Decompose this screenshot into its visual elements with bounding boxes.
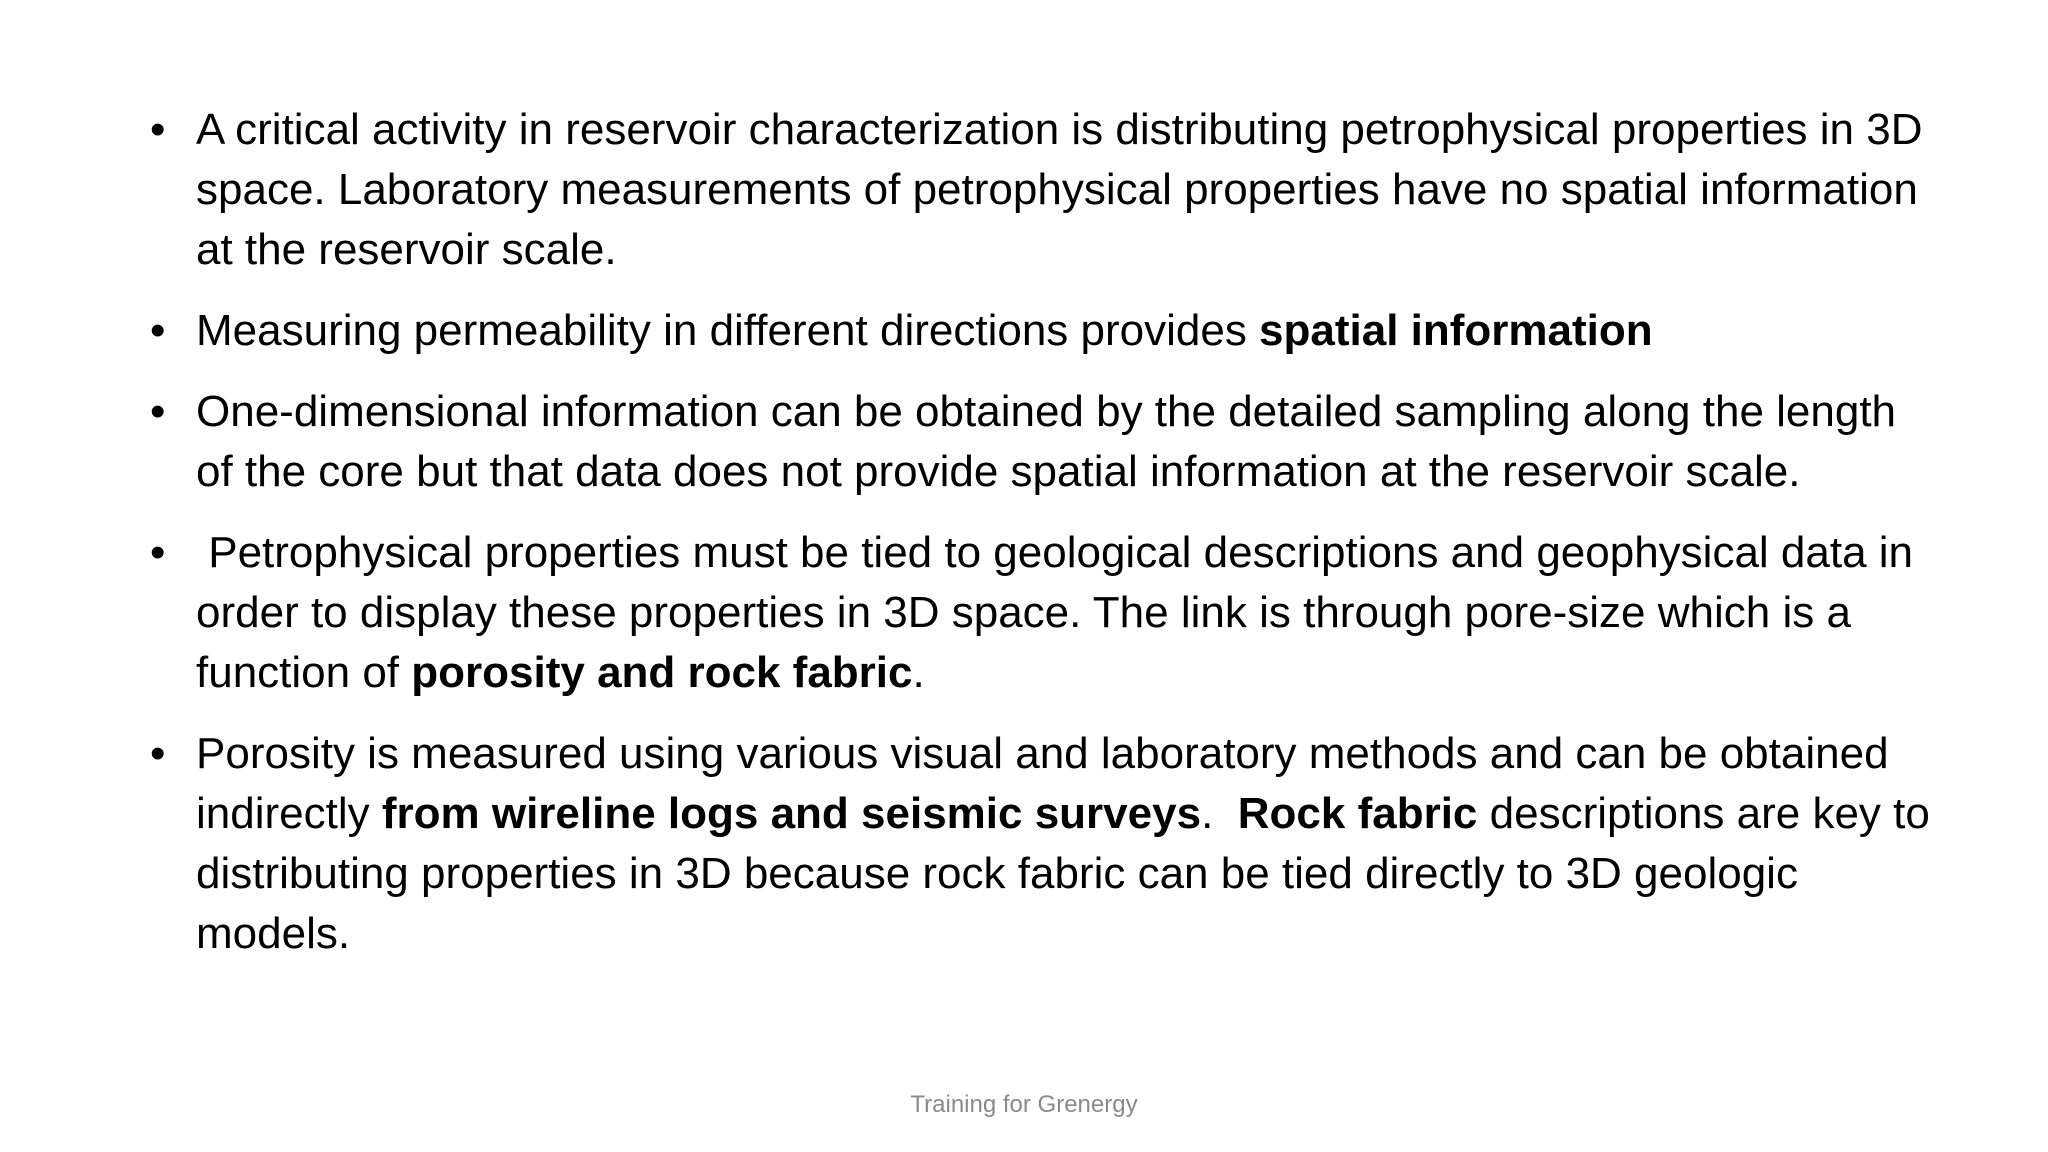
bullet-text: Petrophysical properties must be tied to geological descriptions and geophysical data in order to display these properties in 3D space. The link is through pore-size which is a function of bbox=[196, 528, 1926, 697]
bullet-dot-icon: • bbox=[150, 528, 166, 577]
bullet-text-bold: Rock fabric bbox=[1237, 789, 1478, 838]
bullet-text: . bbox=[912, 648, 925, 697]
bullet-item bbox=[150, 301, 1930, 361]
bullet-dot-icon: • bbox=[150, 729, 166, 778]
slide-footer: Training for Grenergy bbox=[910, 1091, 1138, 1118]
bullet-text: descriptions are key to distributing properties in 3D because rock fabric can be tied directly to 3D geologic models. bbox=[196, 789, 1930, 958]
bullet-dot-icon: • bbox=[150, 306, 166, 355]
bullet-text-bold: spatial information bbox=[1259, 306, 1653, 355]
bullet-text: . bbox=[1201, 789, 1238, 838]
bullet-dot-icon: • bbox=[150, 105, 166, 154]
bullet-item bbox=[150, 724, 1930, 964]
bullet-text-bold: from wireline logs and seismic surveys bbox=[381, 789, 1202, 838]
bullet-dot-icon: • bbox=[150, 387, 166, 436]
bullet-text: A critical activity in reservoir characterization is distributing petrophysical properties in 3D space. Laboratory measurements of petrophysical properties have no spatial information at the reservoir scale. bbox=[196, 105, 1923, 274]
bullet-text: Porosity is measured using various visual and laboratory methods and can be obtained indirectly bbox=[196, 729, 1889, 838]
bullet-text: One-dimensional information can be obtained by the detailed sampling along the length of the core but that data does not provide spatial information at the reservoir scale. bbox=[196, 387, 1897, 496]
bullet-list bbox=[150, 100, 1930, 985]
bullet-item bbox=[150, 100, 1930, 280]
bullet-text: Measuring permeability in different directions provides bbox=[196, 306, 1260, 355]
bullet-item bbox=[150, 382, 1930, 502]
bullet-item bbox=[150, 523, 1930, 703]
bullet-text-bold: porosity and rock fabric bbox=[411, 648, 913, 697]
